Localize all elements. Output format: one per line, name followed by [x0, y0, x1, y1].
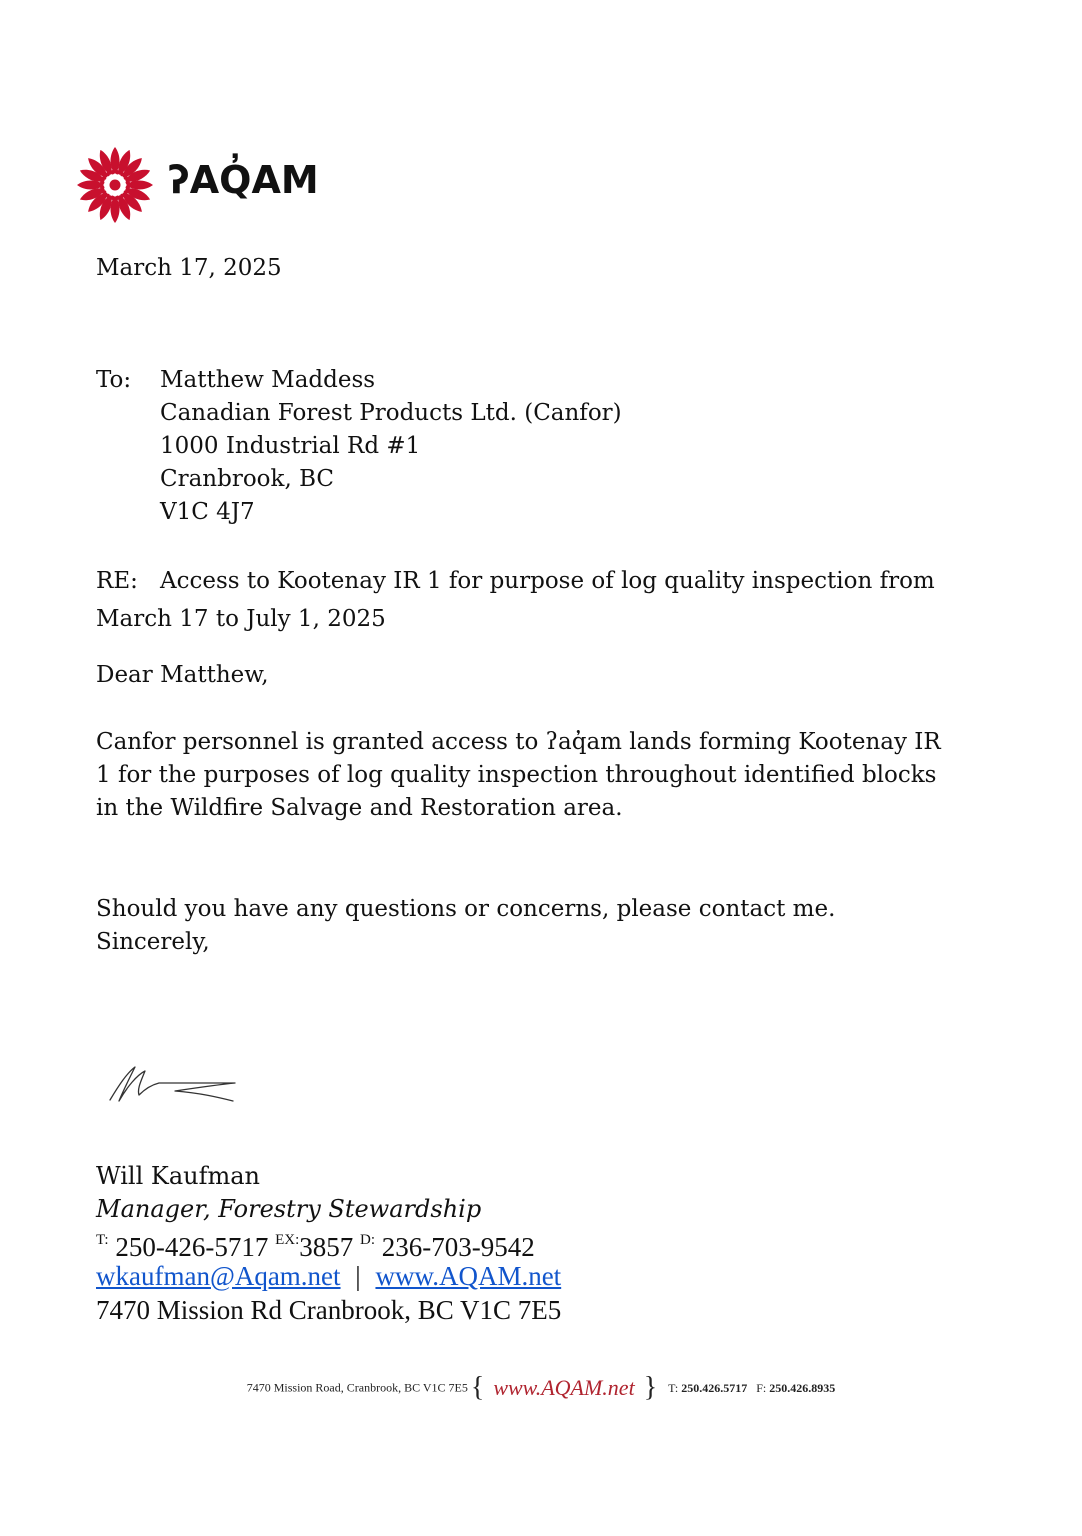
- aqam-flower-logo-icon: [75, 145, 155, 225]
- ext-label: EX:: [275, 1232, 300, 1248]
- subject-line-2: March 17 to July 1, 2025: [96, 606, 386, 632]
- ext-number: 3857: [299, 1232, 354, 1262]
- footer-phone-label: T:: [668, 1380, 679, 1395]
- paragraph-line: 1 for the purposes of log quality inspection throughout identified blocks: [96, 762, 937, 788]
- link-separator: |: [355, 1261, 361, 1291]
- phone-number: 250-426-5717: [115, 1232, 269, 1262]
- recipient-postal-code: V1C 4J7: [160, 499, 255, 525]
- signer-name: Will Kaufman: [96, 1162, 261, 1190]
- letter-date: March 17, 2025: [96, 255, 282, 281]
- footer-address: 7470 Mission Road, Cranbrook, BC V1C 7E5: [246, 1380, 468, 1395]
- letterhead-footer: [0, 1372, 1082, 1404]
- website-link[interactable]: www.AQAM.net: [375, 1261, 562, 1291]
- footer-fax: 250.426.8935: [769, 1380, 836, 1395]
- footer-brace-open: {: [470, 1372, 485, 1403]
- footer-phone: 250.426.5717: [681, 1380, 748, 1395]
- direct-number: 236-703-9542: [381, 1232, 535, 1262]
- recipient-street: 1000 Industrial Rd #1: [160, 433, 421, 459]
- logo-petal: [77, 181, 104, 190]
- re-label: RE:: [96, 568, 138, 594]
- recipient-name: Matthew Maddess: [160, 367, 376, 393]
- signer-links: [96, 1259, 561, 1293]
- paragraph-line: in the Wildfire Salvage and Restoration area.: [96, 795, 623, 821]
- body-paragraph-2: Should you have any questions or concerns, please contact me.: [96, 896, 836, 922]
- logo-petal: [111, 196, 120, 223]
- recipient-address: [160, 364, 622, 529]
- signer-address: 7470 Mission Rd Cranbrook, BC V1C 7E5: [96, 1295, 562, 1325]
- direct-label: D:: [360, 1232, 375, 1248]
- logo-petal: [126, 181, 153, 190]
- footer-brace-close: }: [643, 1372, 658, 1403]
- body-paragraph-1: [96, 726, 986, 825]
- to-label: To:: [96, 367, 132, 393]
- phone-label: T:: [96, 1232, 109, 1248]
- logo-petal: [111, 147, 120, 174]
- recipient-company: Canadian Forest Products Ltd. (Canfor): [160, 400, 622, 426]
- recipient-city: Cranbrook, BC: [160, 466, 335, 492]
- footer-fax-label: F:: [756, 1380, 767, 1395]
- greeting: Dear Matthew,: [96, 662, 269, 688]
- paragraph-line: Canfor personnel is granted access to ʔaq̓am lands forming Kootenay IR: [96, 729, 941, 755]
- logo-wordmark: ʔAQ̓AM: [168, 158, 319, 202]
- email-link[interactable]: wkaufman@Aqam.net: [96, 1261, 341, 1291]
- closing: Sincerely,: [96, 929, 210, 955]
- handwritten-signature: [105, 1055, 245, 1110]
- footer-website: www.AQAM.net: [493, 1375, 635, 1400]
- subject-line-1: Access to Kootenay IR 1 for purpose of log quality inspection from: [160, 568, 935, 594]
- signer-title: Manager, Forestry Stewardship: [96, 1195, 482, 1223]
